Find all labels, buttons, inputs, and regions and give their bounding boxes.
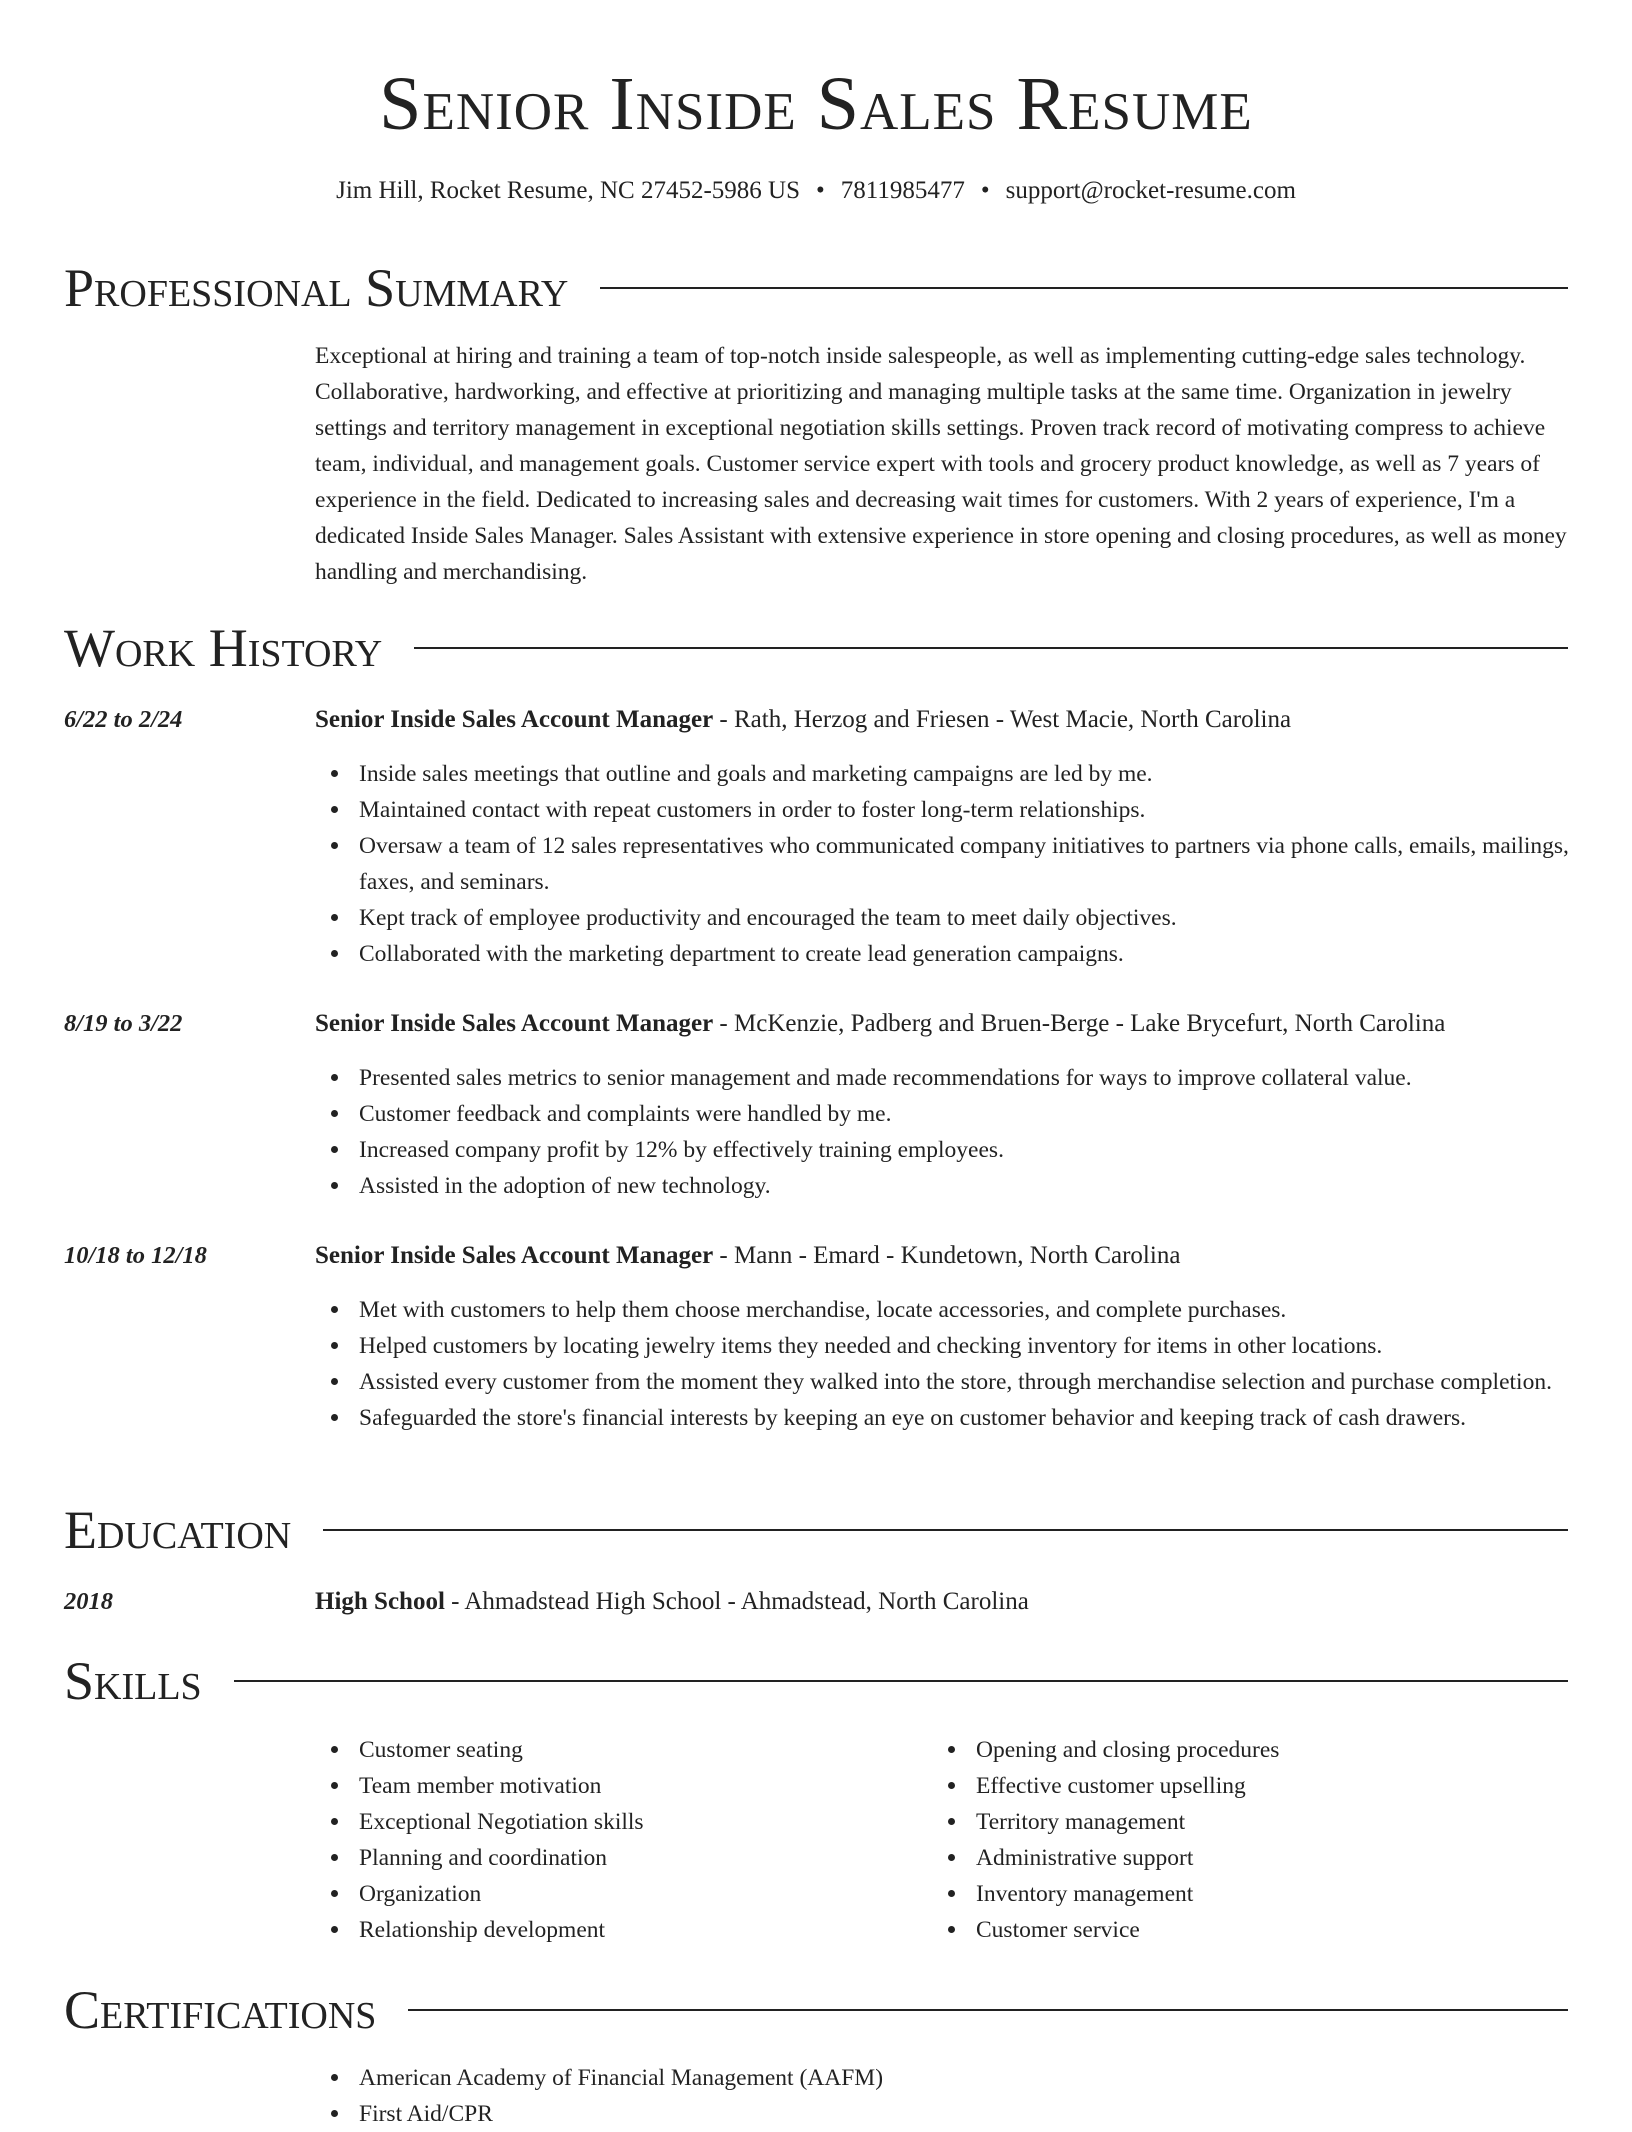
job-details: - Mann - Emard - Kundetown, North Carolina [713, 1242, 1181, 1269]
resume-title: Senior Inside Sales Resume [379, 62, 1253, 146]
contact-separator: • [980, 177, 990, 204]
list-item: Met with customers to help them choose merchandise, locate accessories, and complete purchases. [359, 1292, 1619, 1328]
section-divider [414, 647, 1568, 649]
job-heading [315, 703, 1575, 737]
skill-item: Administrative support [976, 1840, 1632, 1876]
job-bullets [315, 1060, 1619, 1204]
section-divider [408, 2009, 1568, 2011]
skill-item: Customer service [976, 1912, 1632, 1948]
skill-item: Customer seating [359, 1732, 1619, 1768]
contact-line [0, 174, 1632, 208]
skill-item: Opening and closing procedures [976, 1732, 1632, 1768]
section-header-work-history [64, 616, 1568, 680]
section-divider [323, 1529, 1568, 1531]
job-details: - Rath, Herzog and Friesen - West Macie, North Carolina [713, 706, 1292, 733]
section-title-summary: Professional Summary [64, 258, 569, 318]
certifications-list [315, 2060, 1619, 2132]
list-item: Helped customers by locating jewelry items they needed and checking inventory for items in other locations. [359, 1328, 1619, 1364]
list-item: Oversaw a team of 12 sales representatives who communicated company initiatives to partners via phone calls, emails, mailings, faxes, and seminars. [359, 828, 1619, 900]
skill-item: Team member motivation [359, 1768, 1619, 1804]
skills-list-right [932, 1732, 1632, 1948]
section-header-education [64, 1498, 1568, 1562]
job-title: Senior Inside Sales Account Manager [315, 1242, 714, 1269]
contact-phone: 7811985477 [840, 177, 965, 204]
section-header-summary [64, 256, 1568, 320]
education-degree: High School [315, 1588, 445, 1615]
list-item: Increased company profit by 12% by effectively training employees. [359, 1132, 1619, 1168]
job-title: Senior Inside Sales Account Manager [315, 1010, 714, 1037]
list-item: Assisted every customer from the moment they walked into the store, through merchandise selection and purchase completion. [359, 1364, 1619, 1400]
section-title-certifications: Certifications [64, 1980, 377, 2040]
skill-item: Inventory management [976, 1876, 1632, 1912]
section-header-skills [64, 1649, 1568, 1713]
summary-text: Exceptional at hiring and training a team of top-notch inside salespeople, as well as implementing cutting-edge sales technology. Collaborative, hardworking, and effective at prioritizing and managing multiple tasks at the same time. Organization in jewelry settings and territory management in exceptional negotiation skills settings. Proven track record of motivating compress to achieve team, individual, and management goals. Customer service expert with tools and grocery product knowledge, as well as 7 years of experience in the field. Dedicated to increasing sales and decreasing wait times for customers. With 2 years of experience, I'm a dedicated Inside Sales Manager. Sales Assistant with extensive experience in store opening and closing procedures, as well as money handling and merchandising. [315, 343, 1567, 585]
list-item: Collaborated with the marketing department to create lead generation campaigns. [359, 936, 1619, 972]
job-title: Senior Inside Sales Account Manager [315, 706, 714, 733]
skill-item: Exceptional Negotiation skills [359, 1804, 1619, 1840]
job-heading [315, 1007, 1575, 1041]
list-item: Safeguarded the store's financial interests by keeping an eye on customer behavior and keeping track of cash drawers. [359, 1400, 1619, 1436]
job-bullets [315, 1292, 1619, 1436]
skill-item: Territory management [976, 1804, 1632, 1840]
list-item: Kept track of employee productivity and encouraged the team to meet daily objectives. [359, 900, 1619, 936]
skill-item: Planning and coordination [359, 1840, 1619, 1876]
job-dates: 8/19 to 3/22 [64, 1010, 183, 1037]
skill-item: Relationship development [359, 1912, 1619, 1948]
job-dates: 10/18 to 12/18 [64, 1242, 207, 1269]
job-dates: 6/22 to 2/24 [64, 706, 183, 733]
education-year: 2018 [64, 1588, 113, 1615]
contact-separator: • [815, 177, 825, 204]
education-details: - Ahmadstead High School - Ahmadstead, North Carolina [444, 1588, 1029, 1615]
education-heading [315, 1585, 1575, 1619]
job-heading [315, 1239, 1575, 1273]
certification-item: First Aid/CPR [359, 2096, 1619, 2132]
list-item: Presented sales metrics to senior management and made recommendations for ways to improve collateral value. [359, 1060, 1619, 1096]
job-bullets [315, 756, 1619, 972]
section-title-skills: Skills [64, 1651, 202, 1711]
contact-address: Jim Hill, Rocket Resume, NC 27452-5986 US [336, 177, 800, 204]
section-divider [234, 1680, 1568, 1682]
skill-item: Effective customer upselling [976, 1768, 1632, 1804]
list-item: Inside sales meetings that outline and goals and marketing campaigns are led by me. [359, 756, 1619, 792]
certification-item: American Academy of Financial Management (AAFM) [359, 2060, 1619, 2096]
section-divider [600, 287, 1568, 289]
list-item: Assisted in the adoption of new technology. [359, 1168, 1619, 1204]
list-item: Maintained contact with repeat customers in order to foster long-term relationships. [359, 792, 1619, 828]
job-details: - McKenzie, Padberg and Bruen-Berge - Lake Brycefurt, North Carolina [713, 1010, 1446, 1037]
section-title-education: Education [64, 1500, 292, 1560]
skill-item: Organization [359, 1876, 1619, 1912]
contact-email: support@rocket-resume.com [1005, 177, 1296, 204]
section-title-work-history: Work History [64, 618, 383, 678]
section-header-certifications [64, 1978, 1568, 2042]
list-item: Customer feedback and complaints were handled by me. [359, 1096, 1619, 1132]
